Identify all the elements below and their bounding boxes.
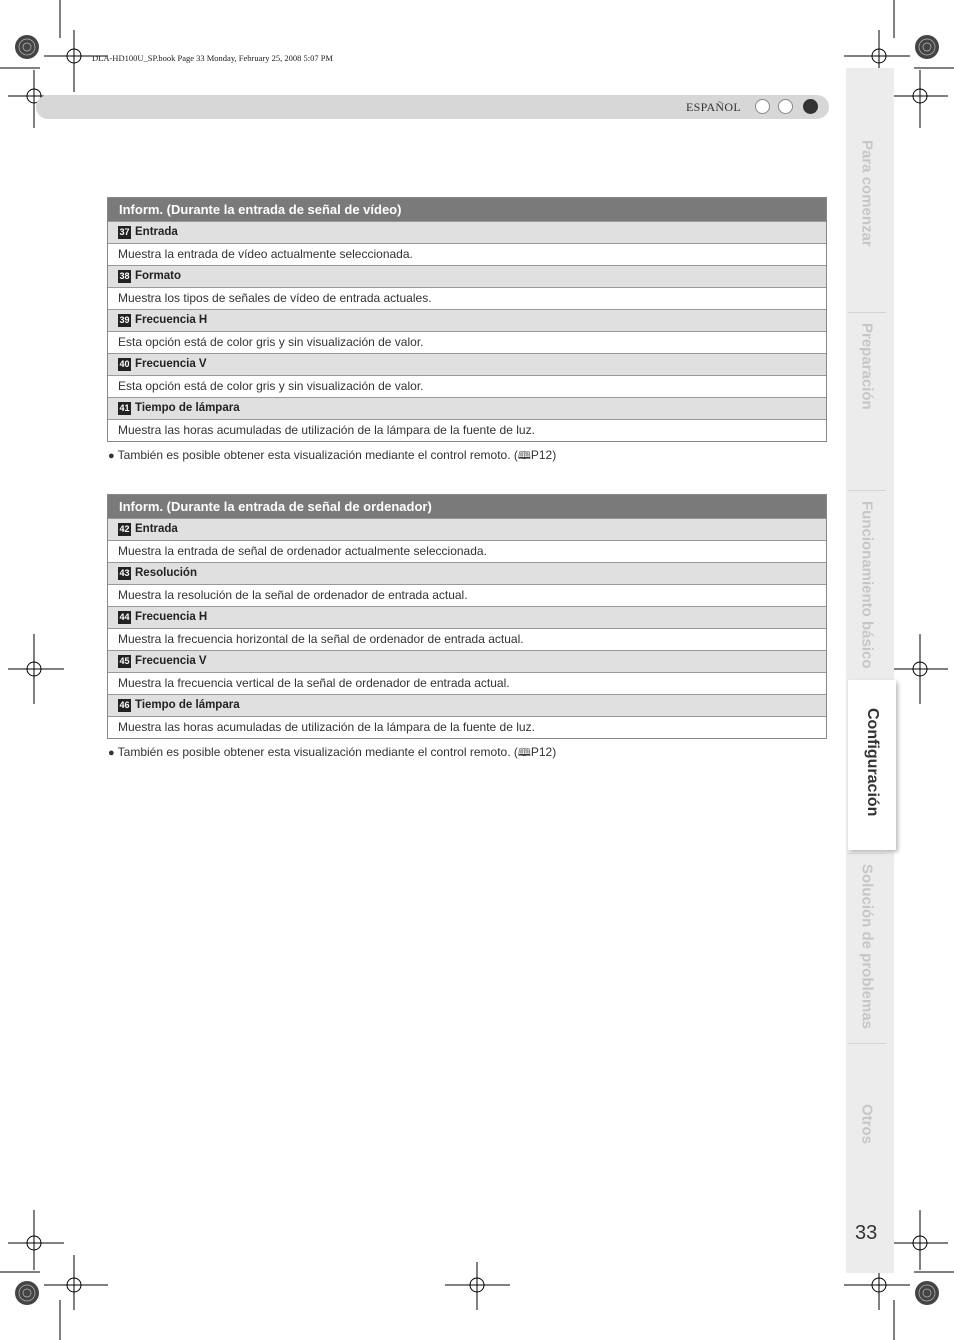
table-row-desc: Muestra la frecuencia horizontal de la señal de ordenador de entrada actual. <box>108 628 826 650</box>
table-row-label <box>108 518 826 540</box>
number-badge: 41 <box>119 403 130 413</box>
book-icon: 🕮 <box>517 747 531 759</box>
filled-circle-icon <box>803 99 818 114</box>
table-title: Inform. (Durante la entrada de señal de vídeo) <box>108 198 826 221</box>
table-row-label <box>108 265 826 287</box>
table-row-label <box>108 397 826 419</box>
side-tab-label: Funcionamiento básico <box>858 501 876 669</box>
number-badge: 46 <box>119 700 130 710</box>
number-badge: 43 <box>119 568 130 578</box>
note-text: También es posible obtener esta visualización mediante el control remoto. ( <box>117 448 518 462</box>
table-row-desc: Muestra los tipos de señales de vídeo de entrada actuales. <box>108 287 826 309</box>
number-badge: 39 <box>119 315 130 325</box>
circle-icon <box>755 99 770 114</box>
number-badge: 45 <box>119 656 130 666</box>
table-row-desc: Esta opción está de color gris y sin visualización de valor. <box>108 331 826 353</box>
side-tab-solucion-de-problemas[interactable] <box>848 853 886 1042</box>
table-row-desc: Muestra la entrada de señal de ordenador actualmente seleccionada. <box>108 540 826 562</box>
row-label-text: Resolución <box>135 567 197 579</box>
side-tab-label: Para comenzar <box>858 140 876 247</box>
table-row-desc: Muestra la resolución de la señal de ordenador de entrada actual. <box>108 584 826 606</box>
table-row-label <box>108 562 826 584</box>
table-row-label <box>108 650 826 672</box>
row-label-text: Frecuencia V <box>135 655 207 667</box>
table-row-label <box>108 606 826 628</box>
side-tab-label: Configuración <box>864 708 881 817</box>
side-tab-funcionamiento-basico[interactable] <box>848 490 886 679</box>
table-row-desc: Muestra las horas acumuladas de utilización de la lámpara de la fuente de luz. <box>108 419 826 441</box>
side-tab-otros[interactable] <box>848 1043 886 1214</box>
row-label-text: Entrada <box>135 226 178 238</box>
table-row-label <box>108 694 826 716</box>
row-label-text: Frecuencia V <box>135 358 207 370</box>
number-badge: 44 <box>119 612 130 622</box>
bullet-icon: ● <box>108 450 115 462</box>
row-label-text: Tiempo de lámpara <box>135 699 240 711</box>
side-tab-label: Preparación <box>858 323 876 410</box>
table-row-label <box>108 221 826 243</box>
number-badge: 38 <box>119 271 130 281</box>
bullet-icon: ● <box>108 747 115 759</box>
row-label-text: Frecuencia H <box>135 314 208 326</box>
side-tab-configuracion[interactable] <box>848 680 896 850</box>
table-title: Inform. (Durante la entrada de señal de ordenador) <box>108 495 826 518</box>
row-label-text: Formato <box>135 270 181 282</box>
number-badge: 42 <box>119 524 130 534</box>
header-bar <box>36 95 829 119</box>
page-number: 33 <box>855 1222 878 1244</box>
row-label-text: Tiempo de lámpara <box>135 402 240 414</box>
row-label-text: Entrada <box>135 523 178 535</box>
row-label-text: Frecuencia H <box>135 611 208 623</box>
side-tab-para-comenzar[interactable] <box>848 130 886 310</box>
table-row-label <box>108 309 826 331</box>
info-table-ordenador <box>107 494 827 739</box>
table-row-desc: Muestra la frecuencia vertical de la señal de ordenador de entrada actual. <box>108 672 826 694</box>
side-tab-label: Solución de problemas <box>858 864 876 1030</box>
table-row-desc: Muestra las horas acumuladas de utilización de la lámpara de la fuente de luz. <box>108 716 826 738</box>
note-ordenador <box>108 744 556 763</box>
note-text: También es posible obtener esta visualización mediante el control remoto. ( <box>117 745 518 759</box>
info-table-video <box>107 197 827 442</box>
side-tab-preparacion[interactable] <box>848 312 886 491</box>
table-row-label <box>108 353 826 375</box>
table-row-desc: Muestra la entrada de vídeo actualmente seleccionada. <box>108 243 826 265</box>
number-badge: 40 <box>119 359 130 369</box>
language-label: ESPAÑOL <box>685 100 741 114</box>
note-page-ref[interactable]: P12) <box>530 448 557 462</box>
table-row-desc: Esta opción está de color gris y sin visualización de valor. <box>108 375 826 397</box>
note-video <box>108 447 556 466</box>
number-badge: 37 <box>119 227 130 237</box>
book-icon: 🕮 <box>517 450 531 462</box>
note-page-ref[interactable]: P12) <box>530 745 557 759</box>
print-info: DLA-HD100U_SP.book Page 33 Monday, February 25, 2008 5:07 PM <box>92 53 333 63</box>
side-tab-label: Otros <box>858 1104 876 1145</box>
circle-icon <box>778 99 793 114</box>
